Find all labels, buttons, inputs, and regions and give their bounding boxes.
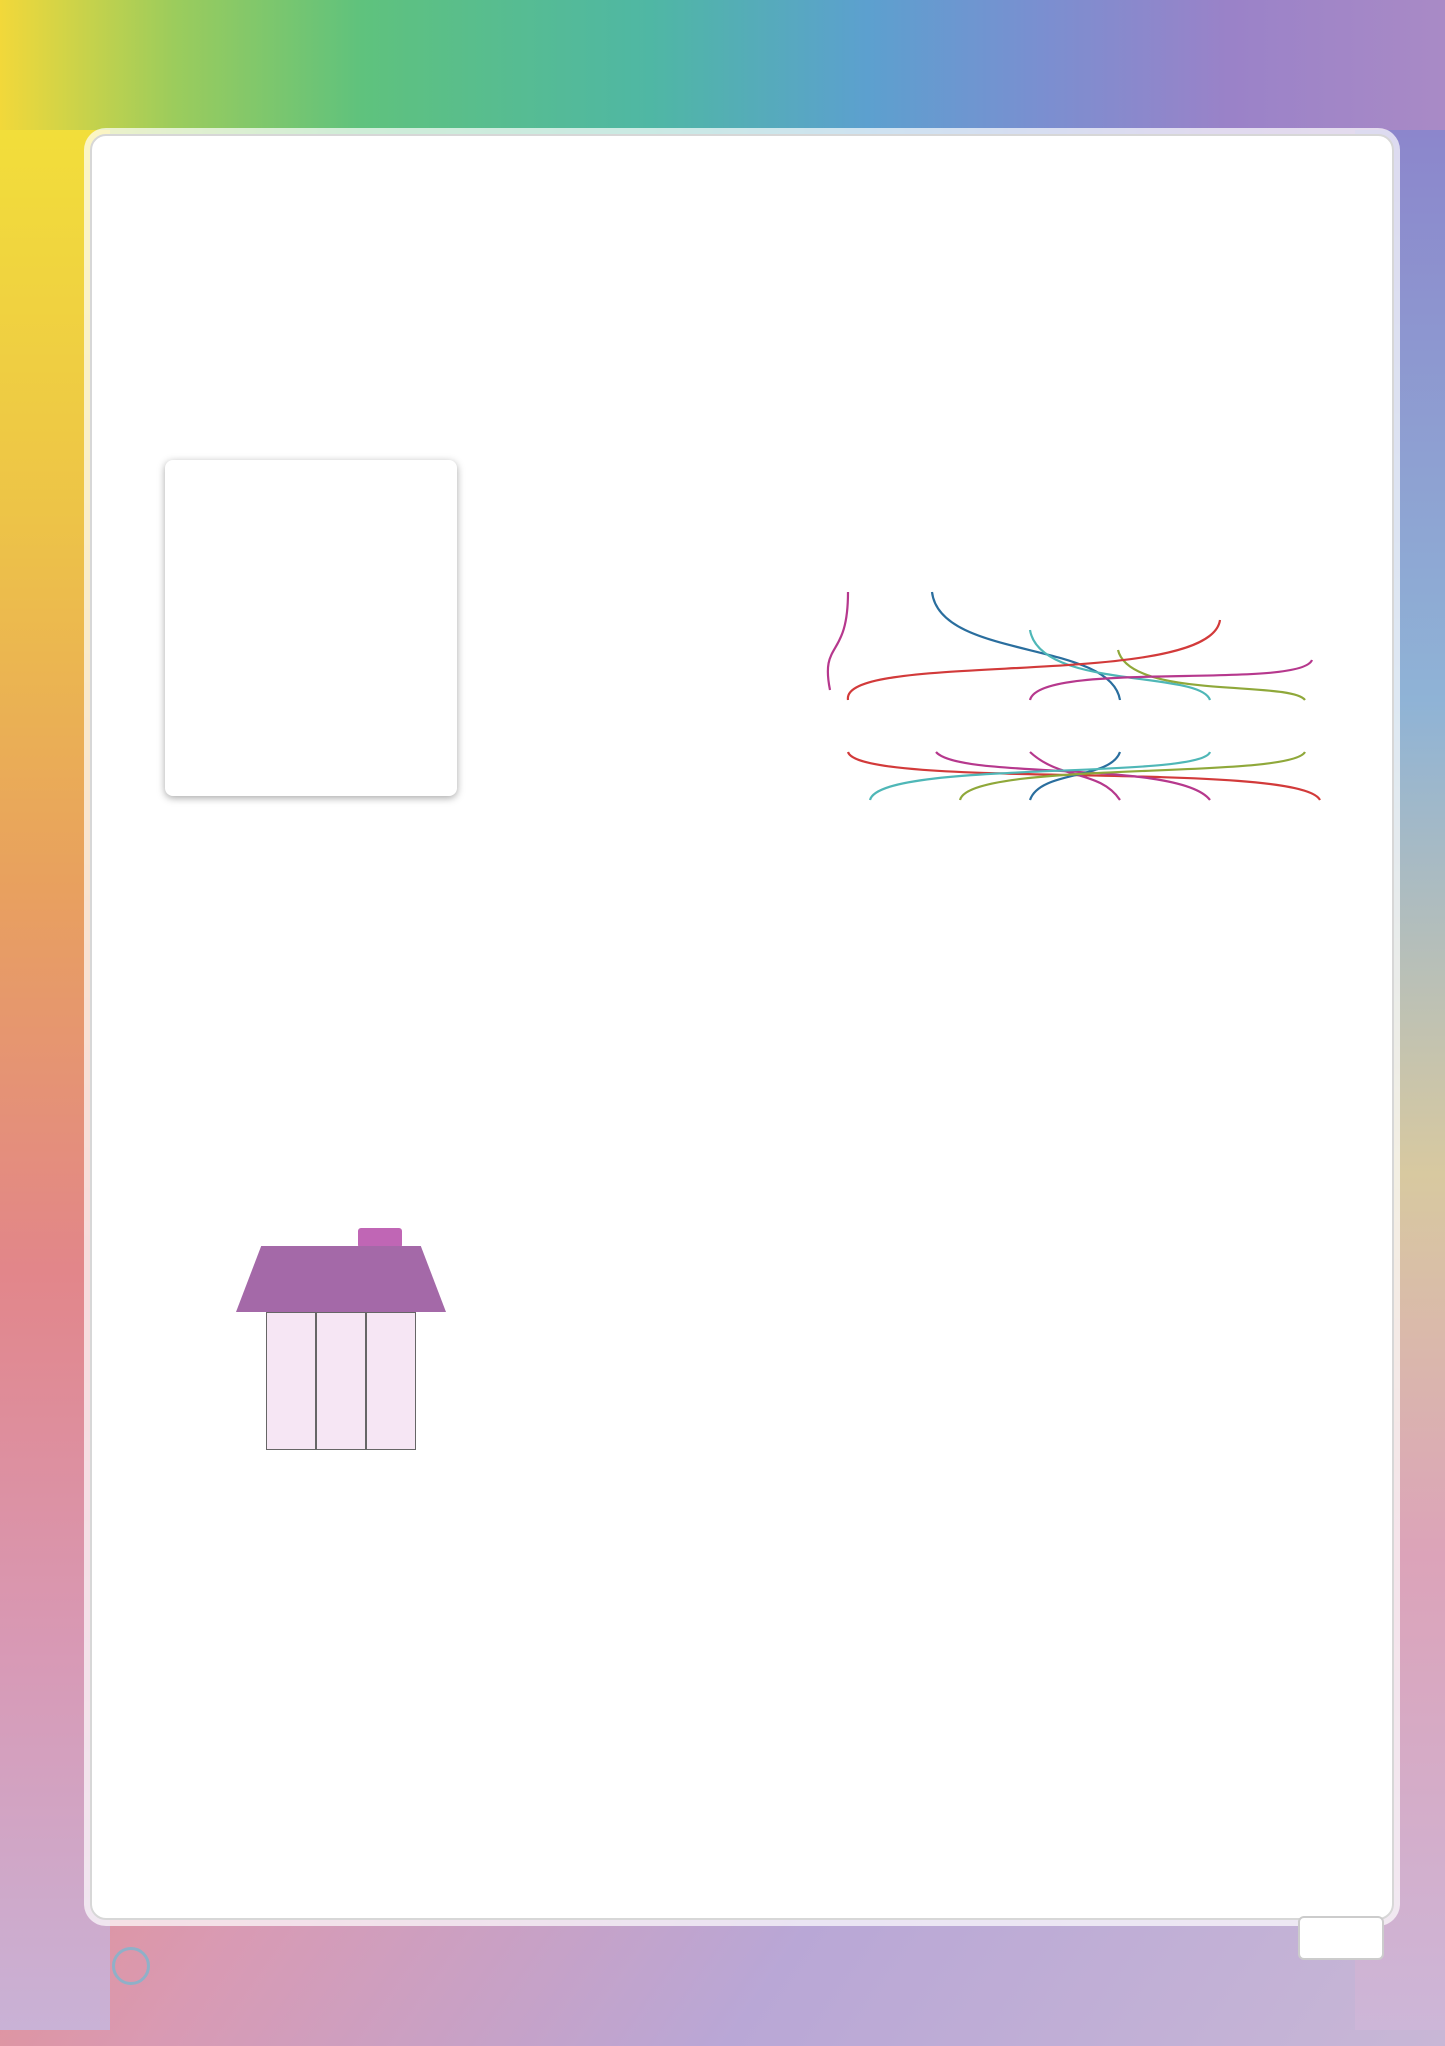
brand-logo bbox=[112, 1946, 160, 1985]
page-number bbox=[1298, 1916, 1384, 1960]
logo-icon bbox=[112, 1947, 150, 1985]
ordering-heading bbox=[763, 1210, 773, 1246]
